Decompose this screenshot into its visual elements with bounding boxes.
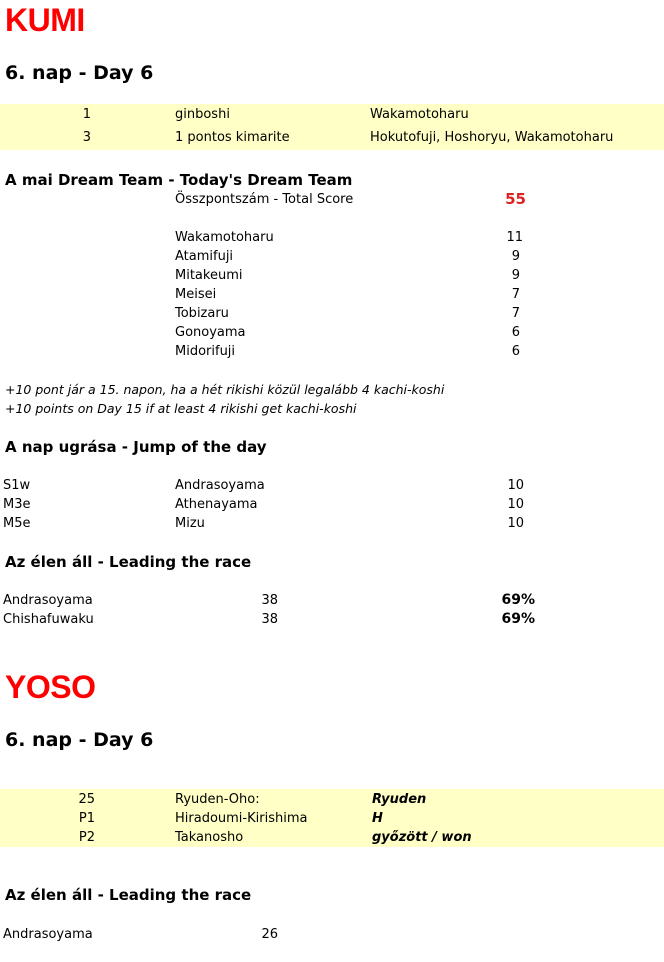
yoso-highlight-names: győzött / won (372, 830, 472, 845)
jump-rank: S1w (3, 478, 31, 493)
total-score-value: 55 (505, 190, 526, 208)
jump-value: 10 (507, 497, 524, 512)
kumi-leader-name: Andrasoyama (3, 593, 93, 608)
dream-team-member-name: Tobizaru (175, 306, 229, 321)
jump-value: 10 (507, 516, 524, 531)
kumi-leader-percent: 69% (501, 611, 535, 627)
yoso-leader-name: Andrasoyama (3, 927, 93, 942)
kumi-day-title: 6. nap - Day 6 (5, 62, 154, 84)
kumi-highlight-names: Wakamotoharu (370, 107, 469, 122)
yoso-highlight-count: 25 (78, 792, 95, 807)
kumi-title: KUMI (5, 2, 85, 38)
dream-team-member-name: Mitakeumi (175, 268, 243, 283)
kumi-highlight-label: 1 pontos kimarite (175, 130, 290, 145)
yoso-day-title: 6. nap - Day 6 (5, 729, 154, 751)
dream-team-member-name: Meisei (175, 287, 217, 302)
yoso-title: YOSO (5, 669, 96, 705)
yoso-highlight-label: Ryuden-Oho: (175, 792, 260, 807)
jump-name: Mizu (175, 516, 205, 531)
yoso-highlight-names: H (372, 811, 383, 826)
jump-heading: A nap ugrása - Jump of the day (5, 438, 267, 456)
kumi-highlight-label: ginboshi (175, 107, 230, 122)
kumi-leader-name: Chishafuwaku (3, 612, 94, 627)
yoso-highlight-names: Ryuden (372, 792, 427, 807)
dream-team-member-points: 6 (511, 344, 520, 359)
jump-name: Andrasoyama (175, 478, 265, 493)
jump-value: 10 (507, 478, 524, 493)
kumi-highlight-names: Hokutofuji, Hoshoryu, Wakamotoharu (370, 130, 614, 145)
yoso-leader-points: 26 (261, 927, 278, 942)
dream-team-heading: A mai Dream Team - Today's Dream Team (5, 171, 353, 189)
yoso-leading-heading: Az élen áll - Leading the race (5, 886, 252, 904)
dream-team-member-points: 11 (506, 230, 523, 245)
dream-team-member-name: Wakamotoharu (175, 230, 274, 245)
jump-name: Athenayama (175, 497, 258, 512)
kumi-highlight-count: 3 (82, 130, 91, 145)
dream-team-member-name: Gonoyama (175, 325, 246, 340)
kumi-leader-points: 38 (261, 612, 278, 627)
dream-team-member-points: 9 (511, 268, 520, 283)
dream-team-member-name: Atamifuji (175, 249, 234, 264)
jump-rank: M3e (3, 497, 31, 512)
dream-team-note-hu: +10 pont jár a 15. napon, ha a hét rikishi közül legalább 4 kachi-koshi (5, 382, 445, 397)
yoso-highlight-count: P1 (78, 811, 95, 826)
yoso-highlight-band (0, 789, 664, 847)
yoso-highlight-count: P2 (78, 830, 95, 845)
dream-team-member-points: 7 (511, 306, 520, 321)
yoso-highlight-label: Takanosho (175, 830, 244, 845)
dream-team-member-points: 7 (511, 287, 520, 302)
yoso-highlight-label: Hiradoumi-Kirishima (175, 811, 308, 826)
dream-team-member-name: Midorifuji (175, 344, 236, 359)
dream-team-member-points: 9 (511, 249, 520, 264)
total-score-label: Összpontszám - Total Score (175, 192, 354, 207)
kumi-leading-heading: Az élen áll - Leading the race (5, 553, 252, 571)
kumi-leader-percent: 69% (501, 592, 535, 608)
jump-rank: M5e (3, 516, 31, 531)
dream-team-note-en: +10 points on Day 15 if at least 4 rikishi get kachi-koshi (5, 401, 357, 416)
kumi-highlight-count: 1 (82, 107, 91, 122)
dream-team-member-points: 6 (511, 325, 520, 340)
kumi-leader-points: 38 (261, 593, 278, 608)
